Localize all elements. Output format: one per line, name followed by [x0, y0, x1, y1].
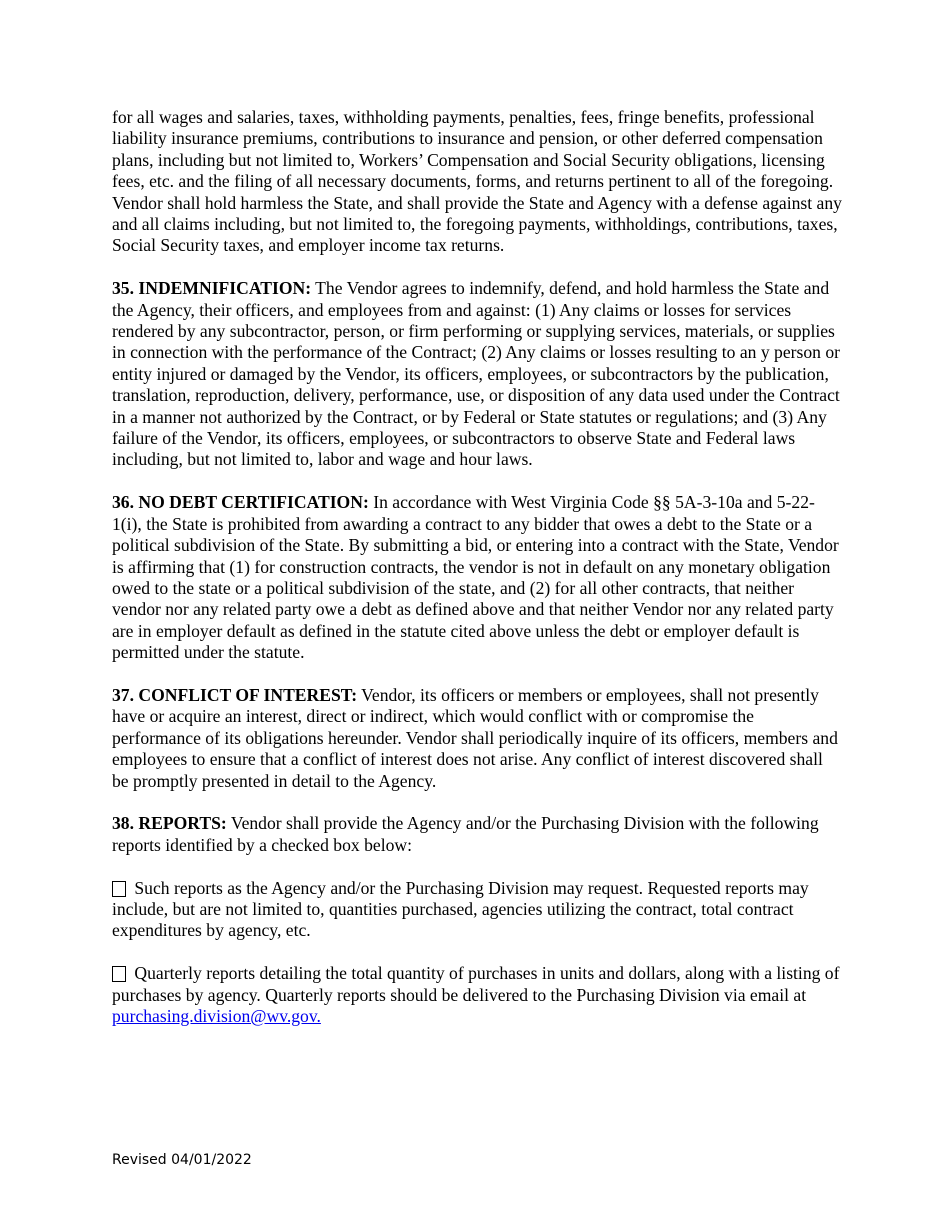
section-heading: 35. INDEMNIFICATION: [112, 278, 312, 299]
paragraph-wages-continuation [112, 107, 842, 257]
section-heading: 38. REPORTS: [112, 813, 227, 834]
paragraph-text: for all wages and salaries, taxes, withholding payments, penalties, fees, fringe benefits, professional liability insurance premiums, contributions to insurance and pension, or other deferred compensation plans, including but not limited to, Workers’ Compensation and Social Security obligations, licensing fees, etc. and the filing of all necessary documents, forms, and returns pertinent to all of the foregoing. Vendor shall hold harmless the State, and shall provide the State and Agency with a defense against any and all claims including, but not limited to, the foregoing payments, withholdings, contributions, taxes, Social Security taxes, and employer income tax returns. [112, 107, 842, 256]
report-option-text: Quarterly reports detailing the total quantity of purchases in units and dollars, along with a listing of purchases by agency. Quarterly reports should be delivered to the Purchasing Division via email at [112, 963, 840, 1005]
document-body [112, 107, 842, 1049]
section-heading: 37. CONFLICT OF INTEREST: [112, 684, 358, 705]
section-36-no-debt-certification [112, 492, 842, 663]
section-text: Vendor, its officers or members or employees, shall not presently have or acquire an interest, direct or indirect, which would conflict with or compromise the performance of its obligations hereunder. Vendor shall periodically inquire of its officers, members and employees to ensure that a conflict of interest does not arise. Any conflict of interest discovered shall be promptly presented in detail to the Agency. [112, 684, 838, 791]
report-option-quarterly-reports [112, 963, 842, 1027]
purchasing-email-link[interactable]: purchasing.division@wv.gov. [112, 1005, 321, 1026]
requested-reports-checkbox[interactable] [112, 881, 126, 897]
quarterly-reports-checkbox[interactable] [112, 966, 126, 982]
section-text: In accordance with West Virginia Code §§ 5A-3-10a and 5-22-1(i), the State is prohibited from awarding a contract to any bidder that owes a debt to the State or a political subdivision of the State. By submitting a bid, or entering into a contract with the State, Vendor is affirming that (1) for construction contracts, the vendor is not in default on any monetary obligation owed to the state or a political subdivision of the state, and (2) for all other contracts, that neither vendor nor any related party owe a debt as defined above and that neither Vendor nor any related party are in employer default as defined in the statute cited above unless the debt or employer default is permitted under the statute. [112, 492, 839, 663]
report-option-text: Such reports as the Agency and/or the Purchasing Division may request. Requested reports may include, but are not limited to, quantities purchased, agencies utilizing the contract, total contract expenditures by agency, etc. [112, 877, 809, 941]
section-heading: 36. NO DEBT CERTIFICATION: [112, 492, 369, 513]
section-35-indemnification [112, 278, 842, 471]
section-38-reports [112, 813, 842, 856]
section-text: The Vendor agrees to indemnify, defend, and hold harmless the State and the Agency, their officers, and employees from and against: (1) Any claims or losses for services rendered by any subcontractor, person, or firm performing or supplying services, materials, or supplies in connection with the performance of the Contract; (2) Any claims or losses resulting to an y person or entity injured or damaged by the Vendor, its officers, employees, or subcontractors by the publication, translation, reproduction, delivery, performance, use, or disposition of any data used under the Contract in a manner not authorized by the Contract, or by Federal or State statutes or regulations; and (3) Any failure of the Vendor, its officers, employees, or subcontractors to observe State and Federal laws including, but not limited to, labor and wage and hour laws. [112, 278, 841, 470]
section-text: Vendor shall provide the Agency and/or the Purchasing Division with the following reports identified by a checked box below: [112, 813, 819, 855]
revised-date-footer: Revised 04/01/2022 [112, 1152, 252, 1168]
report-option-requested-reports [112, 878, 842, 942]
section-37-conflict-of-interest [112, 685, 842, 792]
